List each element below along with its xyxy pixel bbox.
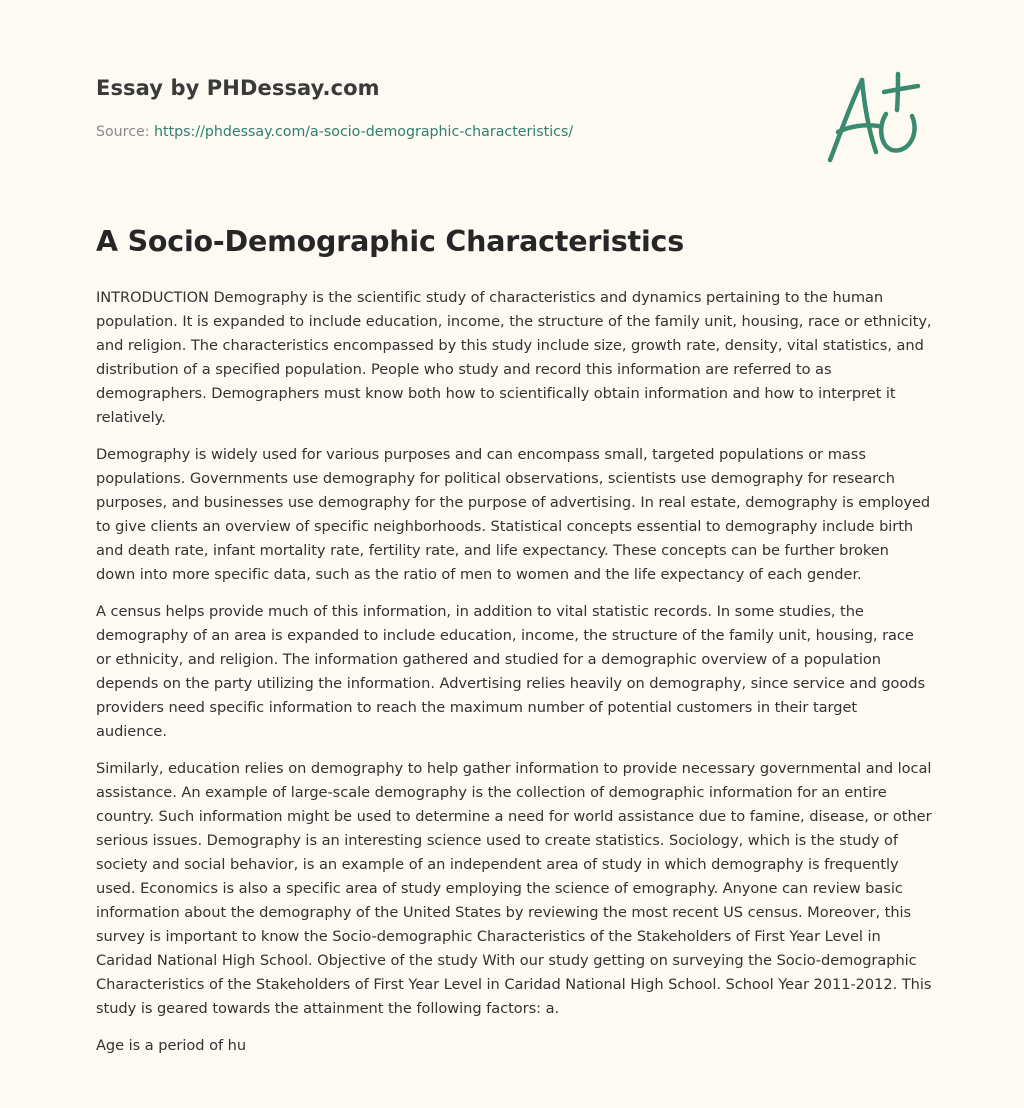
a-plus-grade-icon (824, 70, 924, 164)
source-line (96, 124, 573, 140)
essay-paragraph: Age is a period of hu (96, 1037, 247, 1054)
essay-title: A Socio-Demographic Characteristics (96, 225, 684, 258)
header (96, 0, 932, 200)
essay-paragraph: Demography is widely used for various purposes and can encompass small, targeted populations or mass populations. Governments use demography for political observations, scientists use demography for research purposes, and businesses use demography for the purpose of advertising. In real estate, demography is employed to give clients an overview of specific neighborhoods. Statistical concepts essential to demography include birth and death rate, infant mortality rate, fertility rate, and life expectancy. These concepts can be further broken down into more specific data, such as the ratio of men to women and the life expectancy of each gender. (96, 446, 931, 583)
essay-page (96, 0, 932, 1054)
essay-paragraph: Similarly, education relies on demography to help gather information to provide necessary governmental and local assistance. An example of large-scale demography is the collection of demographic information for an entire country. Such information might be used to determine a need for world assistance due to famine, disease, or other serious issues. Demography is an interesting science used to create statistics. Sociology, which is the study of society and social behavior, is an example of an independent area of study in which demography is frequently used. Economics is also a specific area of study employing the science of emography. Anyone can review basic information about the demography of the United States by reviewing the most recent US census. Moreover, this survey is important to know the Socio-demographic Characteristics of the Stakeholders of First Year Level in Caridad National High School. Objective of the study With our study getting on surveying the Socio-demographic Characteristics of the Stakeholders of First Year Level in Caridad National High School. School Year 2011-2012. This study is geared towards the attainment the following factors: a. (96, 760, 932, 1017)
essay-paragraph: INTRODUCTION Demography is the scientific study of characteristics and dynamics pertaining to the human population. It is expanded to include education, income, the structure of the family unit, housing, race or ethnicity, and religion. The characteristics encompassed by this study include size, growth rate, density, vital statistics, and distribution of a specified population. People who study and record this information are referred to as demographers. Demographers must know both how to scientifically obtain information and how to interpret it relatively. (96, 289, 932, 426)
essay-paragraph: A census helps provide much of this information, in addition to vital statistic records. In some studies, the demography of an area is expanded to include education, income, the structure of the family unit, housing, race or ethnicity, and religion. The information gathered and studied for a demographic overview of a population depends on the party utilizing the information. Advertising relies heavily on demography, since service and goods providers need specific information to reach the maximum number of potential customers in their target audience. (96, 603, 926, 740)
source-label: Source: (96, 124, 150, 140)
source-link[interactable]: https://phdessay.com/a-socio-demographic-characteristics/ (154, 124, 574, 140)
site-brand: Essay by PHDessay.com (96, 76, 380, 100)
essay-body (96, 286, 932, 1071)
